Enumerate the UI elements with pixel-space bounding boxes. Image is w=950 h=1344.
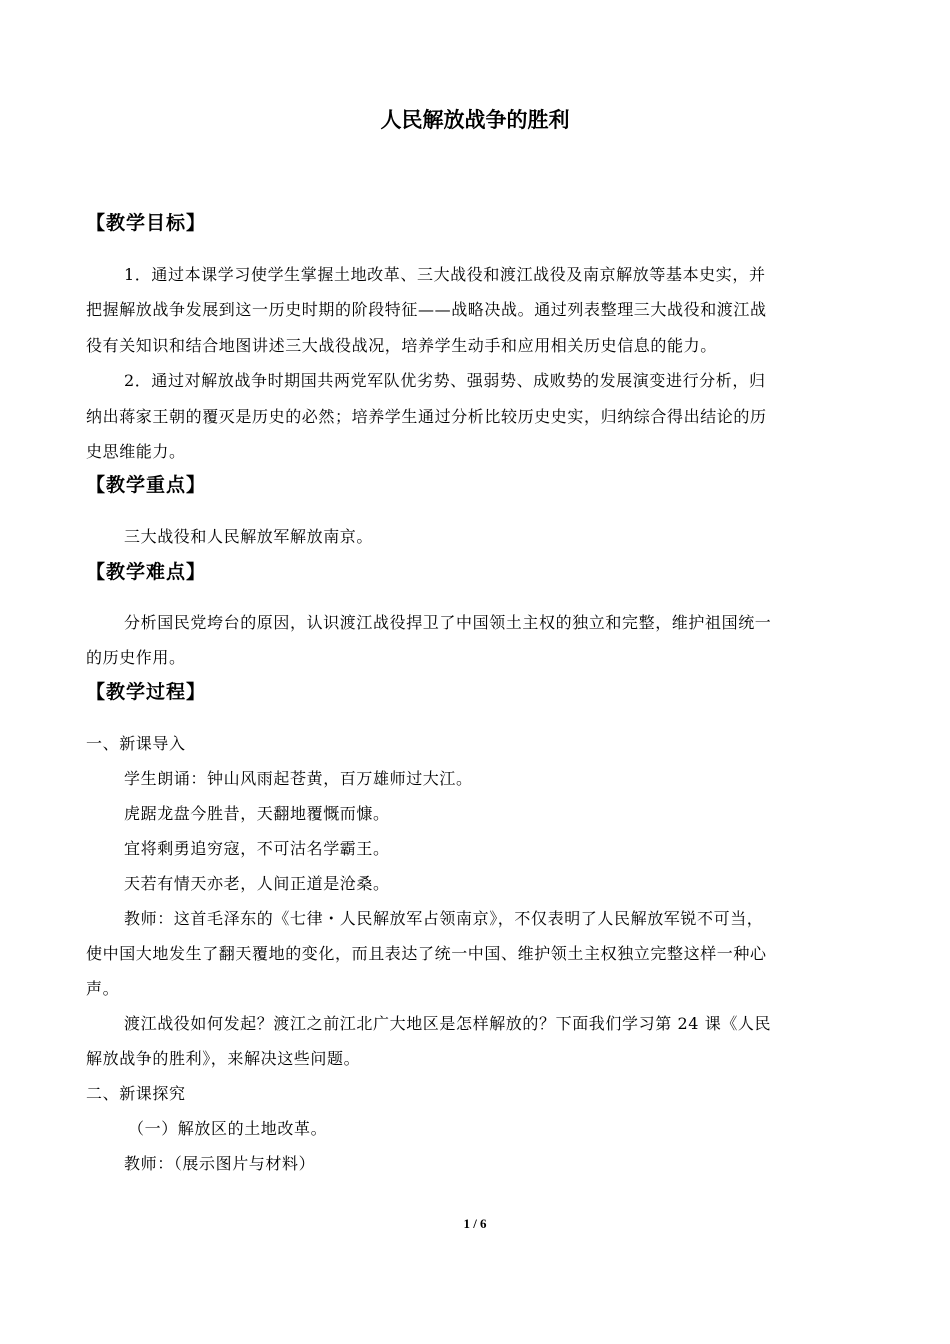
page-title: 人民解放战争的胜利 (380, 108, 570, 132)
goals-line: 役有关知识和结合地图讲述三大战役战况，培养学生动手和应用相关历史信息的能力。 (86, 336, 717, 355)
process-line: 学生朗诵：钟山风雨起苍黄，百万雄师过大江。 (124, 769, 473, 788)
goals-line: 史思维能力。 (86, 442, 186, 461)
process-line: 虎踞龙盘今胜昔，天翻地覆慨而慷。 (124, 804, 390, 823)
difficulty-line: 的历史作用。 (86, 648, 186, 667)
process-line: 教师：（展示图片与材料） (124, 1154, 316, 1173)
goals-line: 纳出蒋家王朝的覆灭是历史的必然；培养学生通过分析比较历史史实，归纳综合得出结论的历 (86, 407, 767, 426)
process-line: 使中国大地发生了翻天覆地的变化，而且表达了统一中国、维护领土主权独立完整这样一种心 (86, 944, 767, 963)
page-number: 1 / 6 (463, 1216, 487, 1231)
process-line: 解放战争的胜利》，来解决这些问题。 (86, 1049, 361, 1068)
key-points-heading: 【教学重点】 (86, 474, 207, 496)
process-heading: 【教学过程】 (86, 681, 207, 703)
process-line: 宜将剩勇追穷寇，不可沽名学霸王。 (124, 839, 390, 858)
goals-line: 1．通过本课学习使学生掌握土地改革、三大战役和渡江战役及南京解放等基本史实，并 (124, 265, 766, 284)
process-line: 天若有情天亦老，人间正道是沧桑。 (124, 874, 390, 893)
process-line: 渡江战役如何发起？渡江之前江北广大地区是怎样解放的？下面我们学习第 24 课《人民 (124, 1014, 772, 1033)
process-line: 声。 (86, 979, 120, 998)
goals-line: 2．通过对解放战争时期国共两党军队优劣势、强弱势、成败势的发展演变进行分析，归 (124, 371, 766, 390)
process-line: 教师：这首毛泽东的《七律・人民解放军占领南京》，不仅表明了人民解放军锐不可当， (124, 909, 764, 928)
difficulty-line: 分析国民党垮台的原因，认识渡江战役捍卫了中国领土主权的独立和完整，维护祖国统一 (124, 613, 772, 632)
key-points-text: 三大战役和人民解放军解放南京。 (124, 527, 374, 546)
process-line: 二、新课探究 (86, 1084, 186, 1103)
goals-heading: 【教学目标】 (86, 212, 207, 234)
goals-line: 把握解放战争发展到这一历史时期的阶段特征——战略决战。通过列表整理三大战役和渡江战 (86, 300, 767, 319)
difficulty-heading: 【教学难点】 (86, 561, 207, 583)
process-line: 一、新课导入 (86, 734, 186, 753)
process-line: （一）解放区的土地改革。 (128, 1119, 328, 1138)
